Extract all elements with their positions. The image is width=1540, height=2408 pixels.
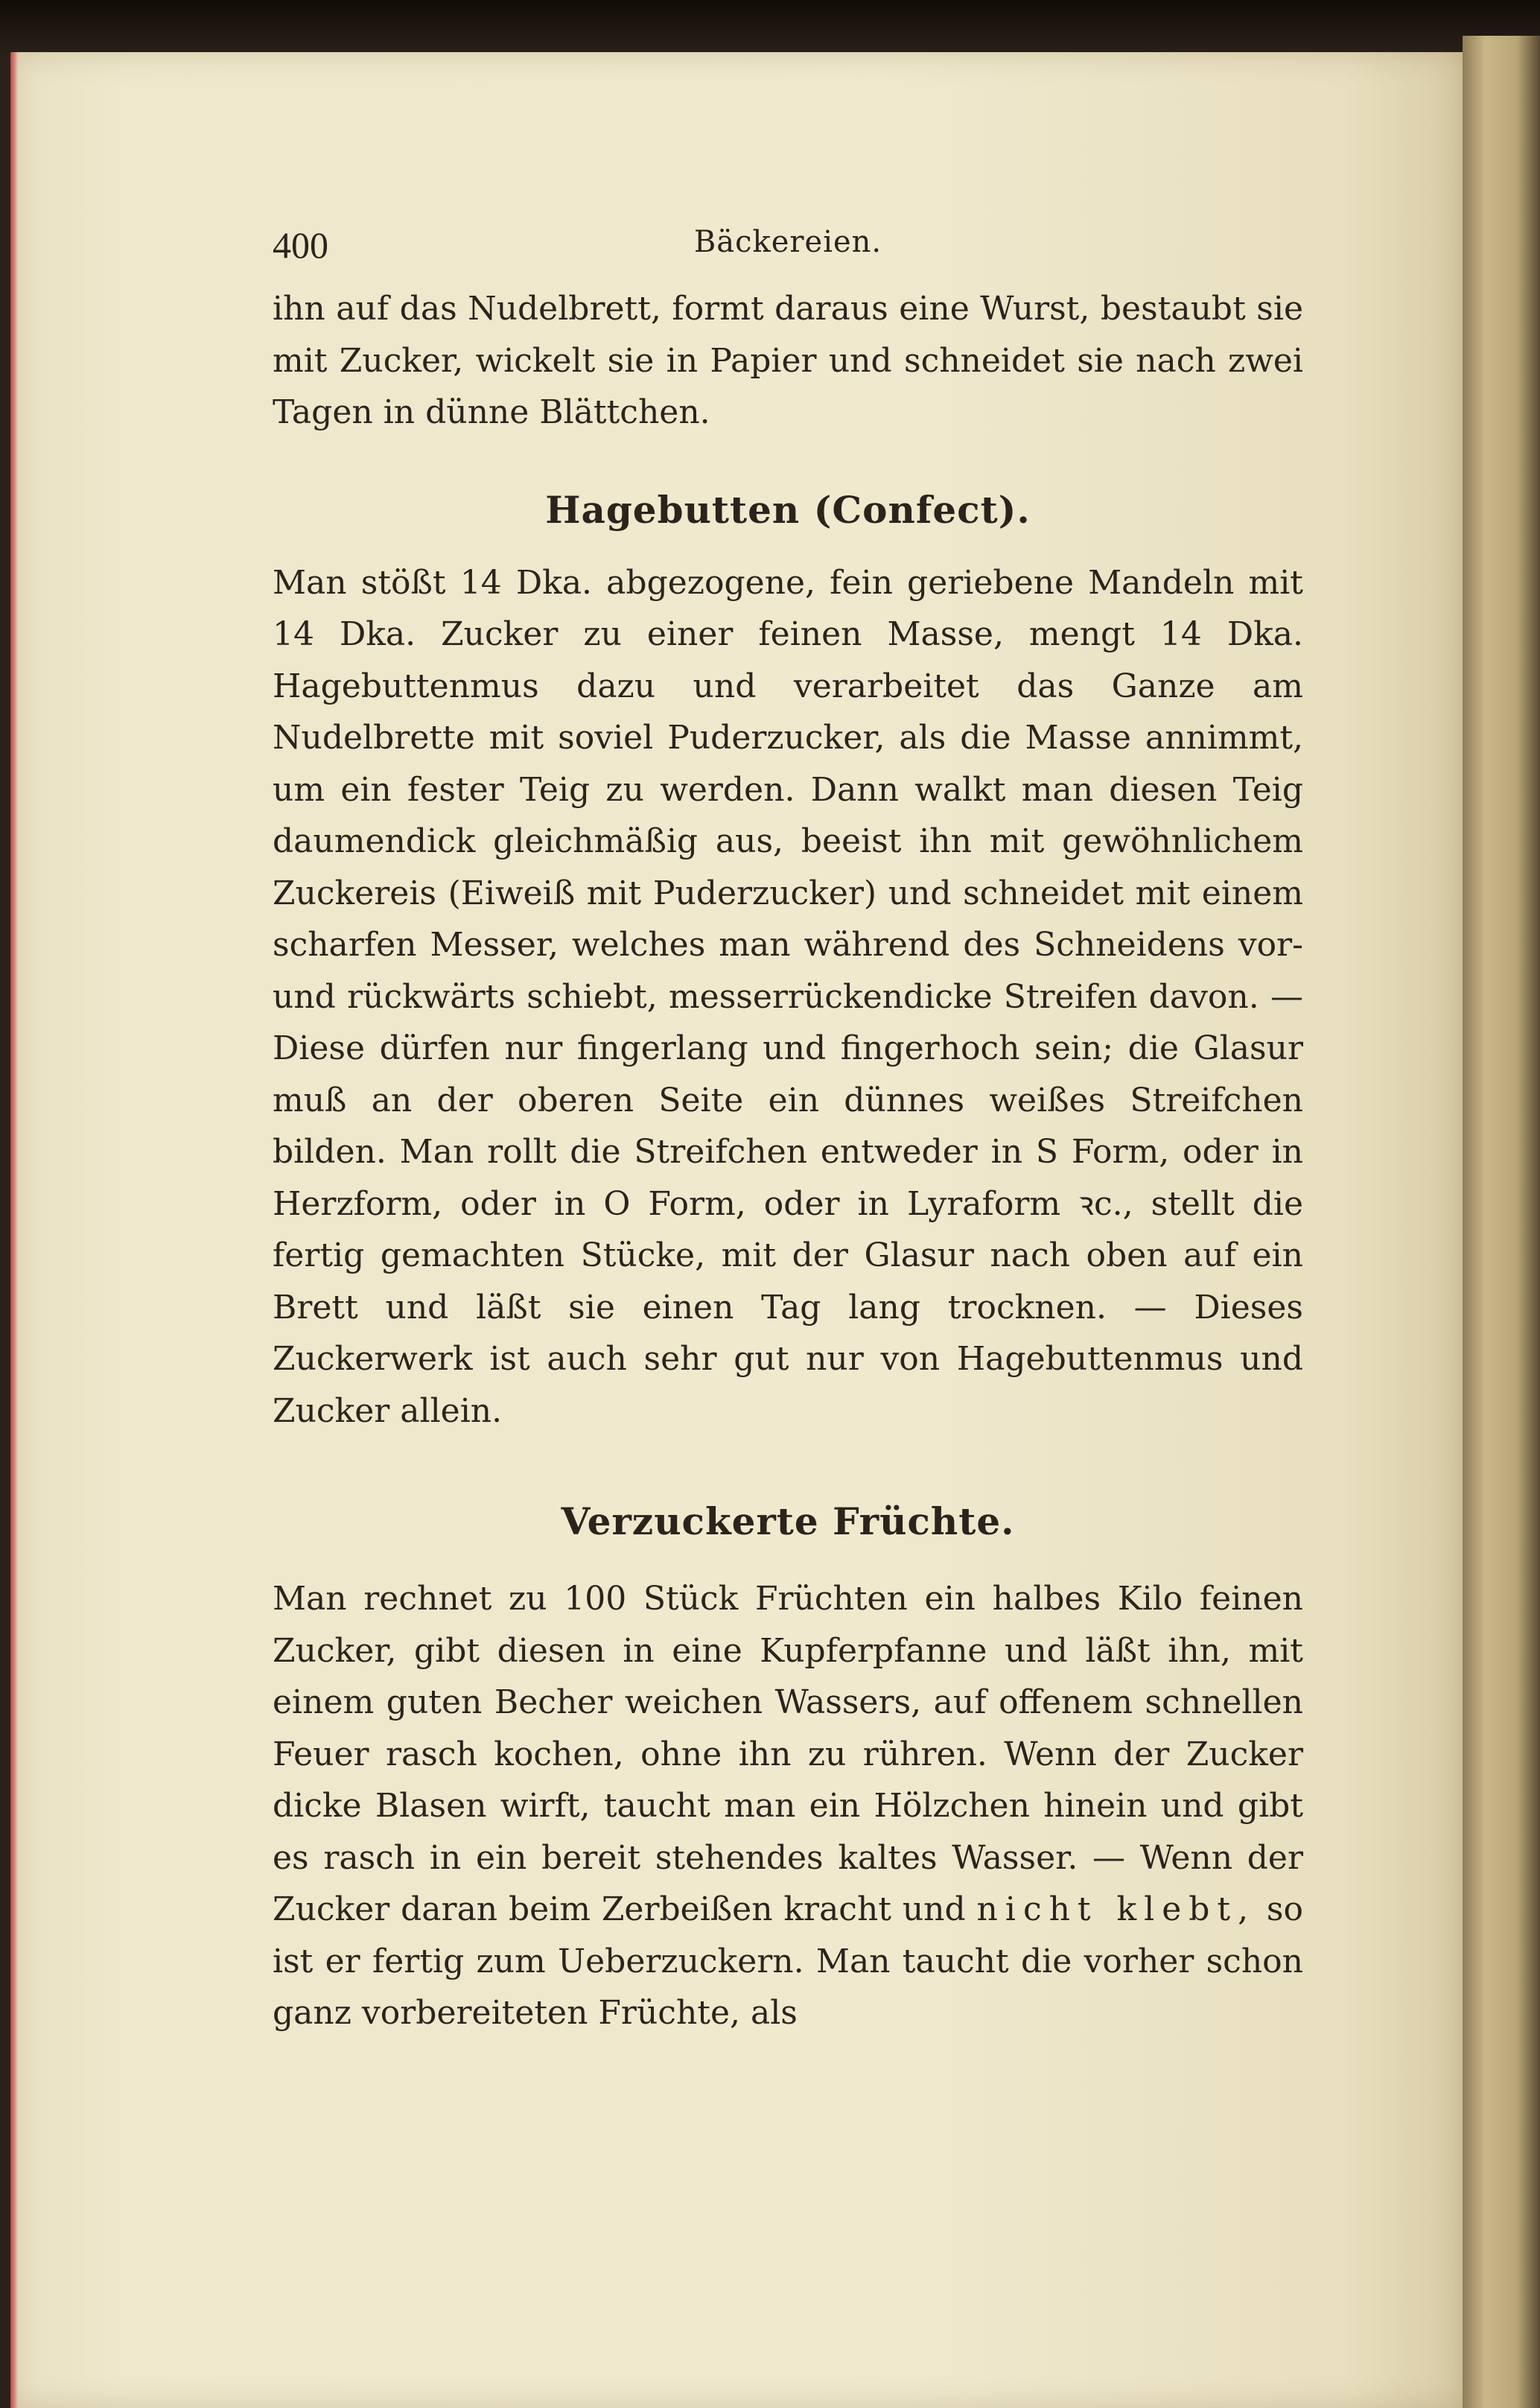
heading-hagebutten: Hagebutten (Confect). bbox=[545, 487, 1031, 532]
heading-verzuckerte-fruechte: Verzuckerte Früchte. bbox=[561, 1499, 1015, 1543]
adjacent-page-edge bbox=[1463, 36, 1540, 2408]
scan-background-top bbox=[0, 0, 1540, 60]
page-content bbox=[273, 216, 1303, 2039]
paragraph-fruechte-part2: so ist er fertig zum Ueberzuckern. Man taucht die vorher schon ganz vorbereiteten Früchte, als bbox=[273, 1890, 1303, 2032]
header-title: Bäckereien. bbox=[693, 225, 882, 259]
paragraph-fruechte bbox=[273, 1573, 1303, 2039]
page-red-edge bbox=[10, 52, 18, 2408]
paragraph-fruechte-part1: Man rechnet zu 100 Stück Früchten ein halbes Kilo feinen Zucker, gibt diesen in eine Kupferpfanne und läßt ihn, mit einem guten Becher weichen Wassers, auf offenem schnellen Feuer rasch kochen, ohne ihn zu rühren. Wenn der Zucker dicke Blasen wirft, taucht man ein Hölzchen hinein und gibt es rasch in ein bereit stehendes kaltes Wasser. — Wenn der Zucker daran beim Zerbeißen kracht und bbox=[273, 1580, 1303, 1928]
page-number: 400 bbox=[273, 224, 328, 266]
running-header bbox=[273, 216, 1303, 283]
paragraph-hagebutten: Man stößt 14 Dka. abgezogene, fein geriebene Mandeln mit 14 Dka. Zucker zu einer feinen Masse, mengt 14 Dka. Hagebuttenmus dazu und verarbeitet das Ganze am Nudelbrette mit soviel Puderzucker, als die Masse annimmt, um ein fester Teig zu werden. Dann walkt man diesen Teig daumendick gleichmäßig aus, beeist ihn mit gewöhnlichem Zuckereis (Eiweiß mit Puderzucker) und schneidet mit einem scharfen Messer, welches man während des Schneidens vor- und rückwärts schiebt, messerrückendicke Streifen davon. — Diese dürfen nur fingerlang und fingerhoch sein; die Glasur muß an der oberen Seite ein dünnes weißes Streifchen bilden. Man rollt die Streifchen entweder in S Form, oder in Herzform, oder in O Form, oder in Lyraform ꝛc., stellt die fertig gemachten Stücke, mit der Glasur nach oben auf ein Brett und läßt sie einen Tag lang trocknen. — Dieses Zuckerwerk ist auch sehr gut nur von Hagebuttenmus und Zucker allein. bbox=[273, 563, 1303, 1430]
paragraph-intro: ihn auf das Nudelbrett, formt daraus eine Wurst, bestaubt sie mit Zucker, wickelt sie in Papier und schneidet sie nach zwei Tagen in dünne Blättchen. bbox=[273, 290, 1303, 431]
emphasis-spaced: nicht klebt, bbox=[976, 1890, 1256, 1928]
